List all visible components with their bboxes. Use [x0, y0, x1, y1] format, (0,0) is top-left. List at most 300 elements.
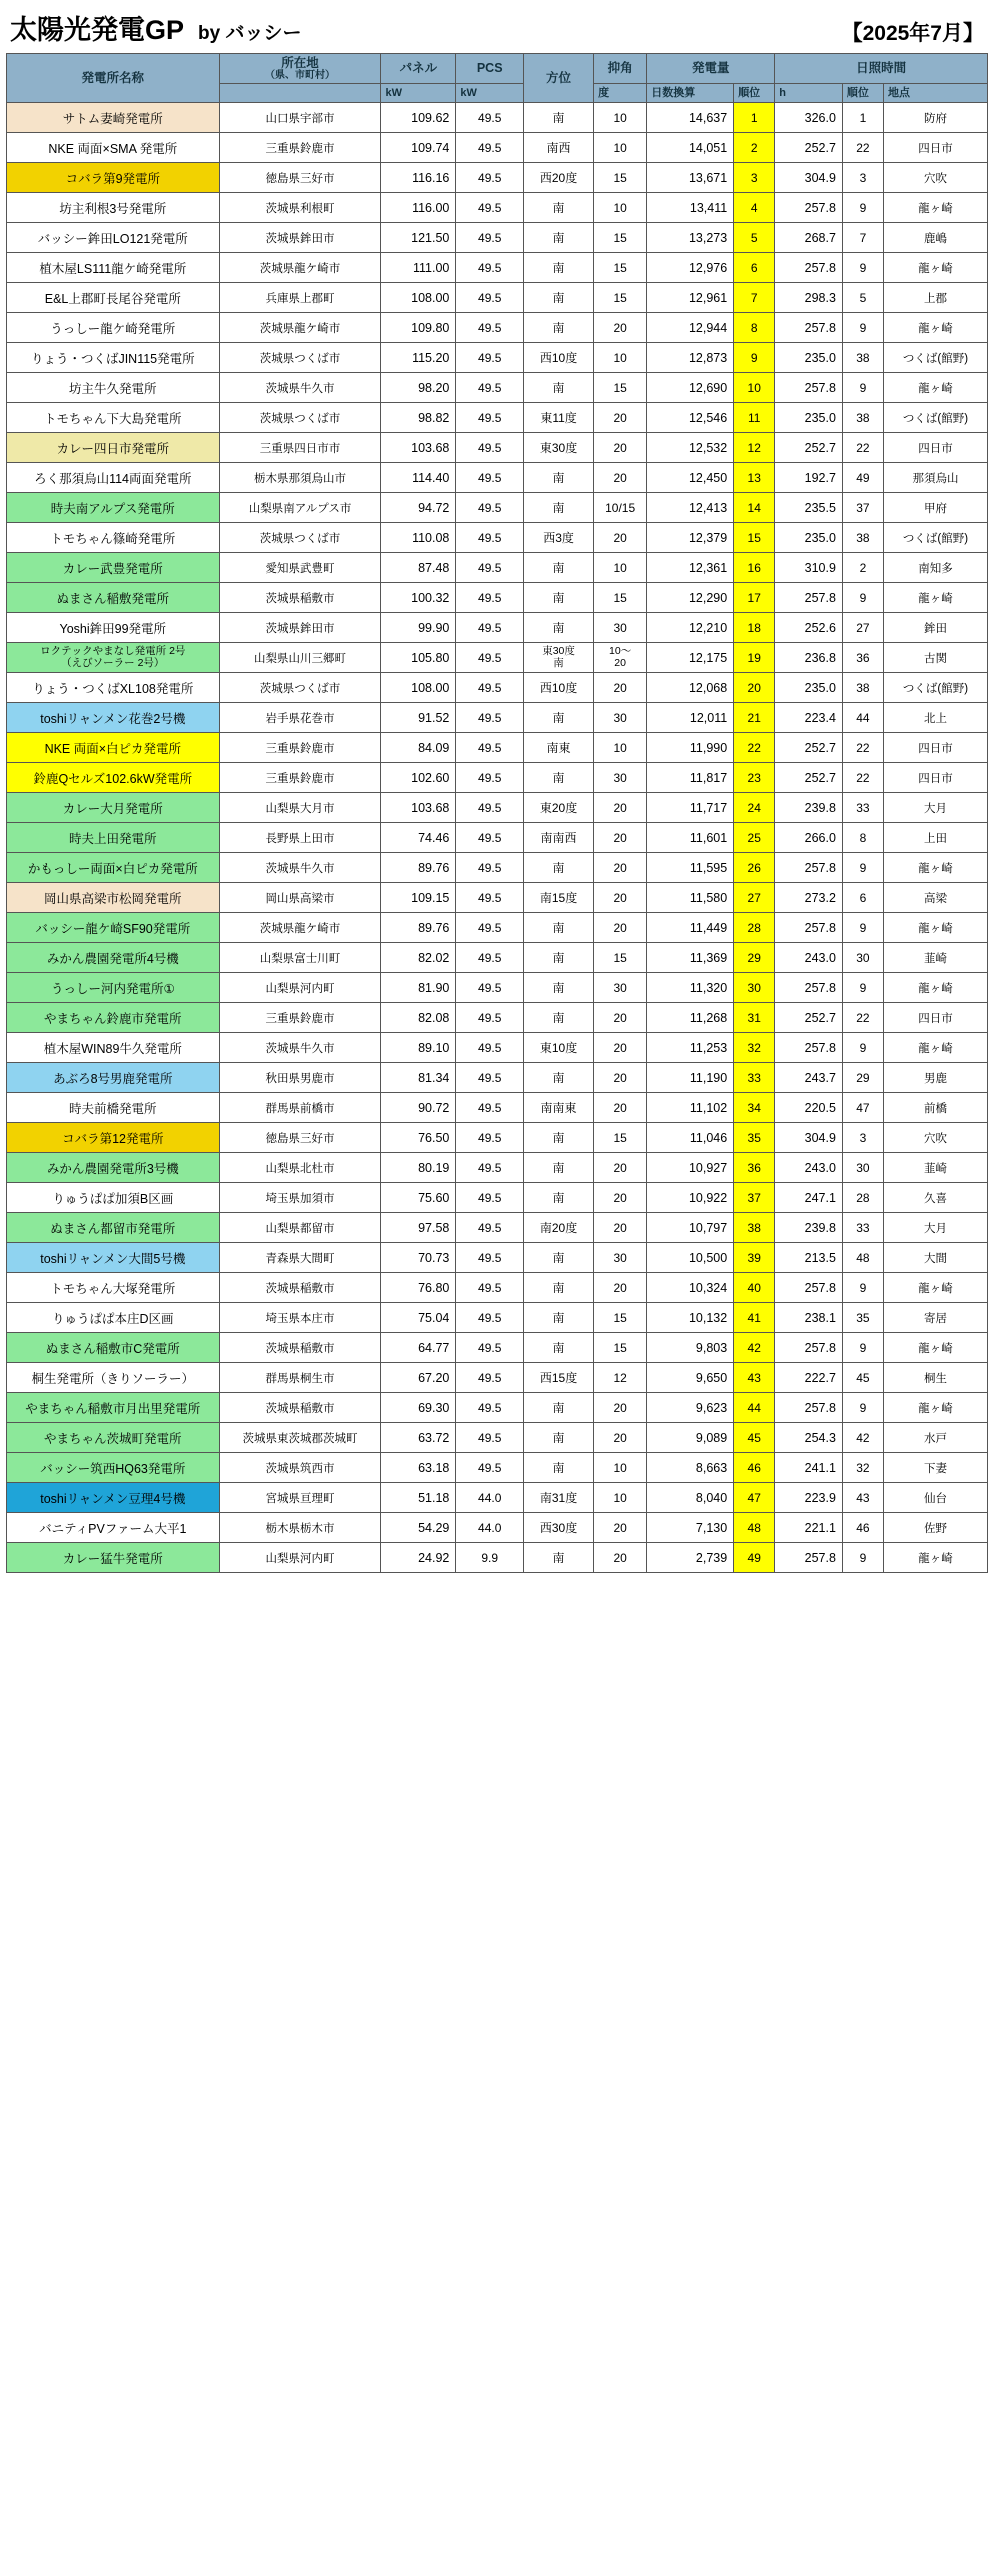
cell-panel-kw: 103.68: [381, 433, 456, 463]
cell-plant-name: りゅうぱぱ本庄D区画: [7, 1303, 220, 1333]
cell-tilt: 10～ 20: [594, 643, 647, 673]
cell-generation: 12,175: [647, 643, 734, 673]
cell-panel-kw: 76.80: [381, 1273, 456, 1303]
cell-panel-kw: 109.15: [381, 883, 456, 913]
cell-sunshine-rank: 22: [842, 1003, 883, 1033]
cell-generation-rank: 23: [734, 763, 775, 793]
table-row: [7, 1453, 988, 1483]
cell-pcs-kw: 49.5: [456, 613, 524, 643]
cell-sunshine-rank: 29: [842, 1063, 883, 1093]
cell-pcs-kw: 49.5: [456, 283, 524, 313]
cell-sunshine-rank: 22: [842, 433, 883, 463]
cell-tilt: 10: [594, 1453, 647, 1483]
table-row: [7, 1213, 988, 1243]
cell-generation-rank: 47: [734, 1483, 775, 1513]
cell-generation-rank: 12: [734, 433, 775, 463]
table-row: [7, 643, 988, 673]
cell-sunshine-place: 韮崎: [883, 943, 987, 973]
cell-plant-name: 桐生発電所（きりソーラー）: [7, 1363, 220, 1393]
cell-generation: 12,290: [647, 583, 734, 613]
cell-generation: 10,922: [647, 1183, 734, 1213]
cell-sunshine-rank: 30: [842, 1153, 883, 1183]
cell-plant-name: カレー大月発電所: [7, 793, 220, 823]
cell-pcs-kw: 49.5: [456, 373, 524, 403]
cell-sunshine-hours: 252.7: [775, 133, 843, 163]
cell-generation-rank: 40: [734, 1273, 775, 1303]
cell-sunshine-rank: 38: [842, 343, 883, 373]
cell-pcs-kw: 49.5: [456, 1243, 524, 1273]
cell-sunshine-hours: 310.9: [775, 553, 843, 583]
cell-sunshine-hours: 223.4: [775, 703, 843, 733]
cell-tilt: 20: [594, 1543, 647, 1573]
cell-generation: 11,595: [647, 853, 734, 883]
cell-location: 山梨県北杜市: [219, 1153, 381, 1183]
cell-direction: 東20度: [524, 793, 594, 823]
cell-plant-name: ろく那須烏山114両面発電所: [7, 463, 220, 493]
cell-tilt: 20: [594, 313, 647, 343]
table-row: [7, 1153, 988, 1183]
cell-sunshine-place: 大月: [883, 1213, 987, 1243]
cell-generation: 11,990: [647, 733, 734, 763]
cell-direction: 南: [524, 193, 594, 223]
cell-plant-name: ぬまさん都留市発電所: [7, 1213, 220, 1243]
cell-sunshine-hours: 257.8: [775, 1333, 843, 1363]
cell-tilt: 20: [594, 1423, 647, 1453]
cell-tilt: 20: [594, 853, 647, 883]
cell-location: 茨城県龍ケ崎市: [219, 913, 381, 943]
cell-sunshine-place: 龍ヶ崎: [883, 253, 987, 283]
cell-sunshine-hours: 213.5: [775, 1243, 843, 1273]
cell-location: 山梨県河内町: [219, 1543, 381, 1573]
col-pcs: PCS: [456, 54, 524, 84]
cell-tilt: 20: [594, 1063, 647, 1093]
cell-location: 山梨県南アルプス市: [219, 493, 381, 523]
cell-generation-rank: 41: [734, 1303, 775, 1333]
cell-generation-rank: 33: [734, 1063, 775, 1093]
cell-direction: 南31度: [524, 1483, 594, 1513]
cell-generation: 12,361: [647, 553, 734, 583]
cell-direction: 東30度: [524, 433, 594, 463]
cell-generation-rank: 32: [734, 1033, 775, 1063]
cell-pcs-kw: 49.5: [456, 973, 524, 1003]
cell-generation-rank: 22: [734, 733, 775, 763]
cell-plant-name: あぶろ8号男鹿発電所: [7, 1063, 220, 1093]
cell-sunshine-hours: 221.1: [775, 1513, 843, 1543]
cell-generation: 11,190: [647, 1063, 734, 1093]
cell-generation: 12,450: [647, 463, 734, 493]
cell-sunshine-rank: 27: [842, 613, 883, 643]
cell-sunshine-rank: 22: [842, 763, 883, 793]
cell-sunshine-place: 鹿嶋: [883, 223, 987, 253]
cell-direction: 南: [524, 1183, 594, 1213]
cell-direction: 南: [524, 253, 594, 283]
cell-direction: 南: [524, 223, 594, 253]
cell-location: 山口県宇部市: [219, 103, 381, 133]
cell-generation-rank: 15: [734, 523, 775, 553]
cell-tilt: 10/15: [594, 493, 647, 523]
cell-sunshine-place: つくば(館野): [883, 523, 987, 553]
cell-tilt: 20: [594, 523, 647, 553]
cell-sunshine-hours: 254.3: [775, 1423, 843, 1453]
cell-generation: 12,546: [647, 403, 734, 433]
cell-panel-kw: 90.72: [381, 1093, 456, 1123]
cell-direction: 南: [524, 613, 594, 643]
cell-location: 栃木県栃木市: [219, 1513, 381, 1543]
table-body: [7, 103, 988, 1573]
cell-panel-kw: 109.80: [381, 313, 456, 343]
cell-sunshine-rank: 2: [842, 553, 883, 583]
cell-panel-kw: 54.29: [381, 1513, 456, 1543]
table-row: [7, 283, 988, 313]
cell-pcs-kw: 9.9: [456, 1543, 524, 1573]
cell-generation-rank: 29: [734, 943, 775, 973]
table-row: [7, 133, 988, 163]
cell-direction: 南: [524, 313, 594, 343]
cell-plant-name: toshiリャンメン豆理4号機: [7, 1483, 220, 1513]
cell-plant-name: 時夫南アルプス発電所: [7, 493, 220, 523]
col-sunshine: 日照時間: [775, 54, 988, 84]
cell-generation: 11,320: [647, 973, 734, 1003]
cell-tilt: 30: [594, 973, 647, 1003]
cell-generation: 14,637: [647, 103, 734, 133]
cell-sunshine-place: 桐生: [883, 1363, 987, 1393]
cell-plant-name: E&L上郡町長尾谷発電所: [7, 283, 220, 313]
table-row: [7, 913, 988, 943]
table-row: [7, 1303, 988, 1333]
col-tilt-unit: 度: [594, 84, 647, 103]
cell-sunshine-rank: 35: [842, 1303, 883, 1333]
cell-generation: 8,663: [647, 1453, 734, 1483]
cell-sunshine-rank: 9: [842, 1543, 883, 1573]
cell-pcs-kw: 49.5: [456, 1213, 524, 1243]
cell-tilt: 15: [594, 163, 647, 193]
cell-plant-name: 岡山県高梁市松岡発電所: [7, 883, 220, 913]
cell-panel-kw: 98.82: [381, 403, 456, 433]
cell-pcs-kw: 49.5: [456, 1333, 524, 1363]
cell-plant-name: サトム妻崎発電所: [7, 103, 220, 133]
cell-plant-name: NKE 両面×白ピカ発電所: [7, 733, 220, 763]
cell-sunshine-rank: 9: [842, 1393, 883, 1423]
cell-pcs-kw: 49.5: [456, 1363, 524, 1393]
cell-sunshine-rank: 9: [842, 853, 883, 883]
cell-direction: 西10度: [524, 673, 594, 703]
cell-sunshine-hours: 243.0: [775, 943, 843, 973]
cell-tilt: 10: [594, 133, 647, 163]
cell-plant-name: 時夫上田発電所: [7, 823, 220, 853]
cell-generation: 12,413: [647, 493, 734, 523]
cell-generation: 12,976: [647, 253, 734, 283]
cell-pcs-kw: 49.5: [456, 553, 524, 583]
cell-direction: 西20度: [524, 163, 594, 193]
cell-generation: 12,011: [647, 703, 734, 733]
cell-pcs-kw: 49.5: [456, 883, 524, 913]
cell-tilt: 20: [594, 1093, 647, 1123]
cell-location: 茨城県龍ケ崎市: [219, 253, 381, 283]
cell-direction: 南: [524, 493, 594, 523]
cell-tilt: 10: [594, 103, 647, 133]
cell-location: 茨城県稲敷市: [219, 1393, 381, 1423]
cell-sunshine-rank: 38: [842, 523, 883, 553]
table-row: [7, 673, 988, 703]
cell-pcs-kw: 49.5: [456, 313, 524, 343]
table-row: [7, 703, 988, 733]
cell-location: 群馬県桐生市: [219, 1363, 381, 1393]
cell-panel-kw: 81.90: [381, 973, 456, 1003]
cell-sunshine-hours: 243.7: [775, 1063, 843, 1093]
cell-panel-kw: 109.62: [381, 103, 456, 133]
cell-plant-name: ロクテックやまなし発電所 2号 （えびソーラー 2号）: [7, 643, 220, 673]
cell-location: 茨城県稲敷市: [219, 1273, 381, 1303]
cell-pcs-kw: 49.5: [456, 1093, 524, 1123]
table-row: [7, 1273, 988, 1303]
cell-sunshine-hours: 257.8: [775, 913, 843, 943]
cell-sunshine-hours: 243.0: [775, 1153, 843, 1183]
cell-pcs-kw: 49.5: [456, 1183, 524, 1213]
table-row: [7, 1093, 988, 1123]
cell-tilt: 20: [594, 403, 647, 433]
cell-tilt: 20: [594, 1393, 647, 1423]
cell-pcs-kw: 49.5: [456, 193, 524, 223]
col-sunshine-place: 地点: [883, 84, 987, 103]
col-direction: 方位: [524, 54, 594, 103]
cell-sunshine-hours: 257.8: [775, 373, 843, 403]
cell-location: 茨城県牛久市: [219, 373, 381, 403]
table-row: [7, 103, 988, 133]
cell-tilt: 20: [594, 1273, 647, 1303]
table-row: [7, 253, 988, 283]
cell-direction: 南: [524, 1453, 594, 1483]
cell-panel-kw: 115.20: [381, 343, 456, 373]
cell-plant-name: 植木屋WIN89牛久発電所: [7, 1033, 220, 1063]
cell-panel-kw: 98.20: [381, 373, 456, 403]
cell-sunshine-hours: 257.8: [775, 253, 843, 283]
cell-direction: 南南東: [524, 1093, 594, 1123]
cell-tilt: 10: [594, 343, 647, 373]
cell-generation: 11,449: [647, 913, 734, 943]
cell-tilt: 12: [594, 1363, 647, 1393]
cell-plant-name: 坊主利根3号発電所: [7, 193, 220, 223]
cell-location: 茨城県稲敷市: [219, 1333, 381, 1363]
cell-sunshine-rank: 7: [842, 223, 883, 253]
cell-sunshine-rank: 43: [842, 1483, 883, 1513]
cell-sunshine-place: つくば(館野): [883, 403, 987, 433]
cell-pcs-kw: 49.5: [456, 133, 524, 163]
cell-sunshine-place: 那須烏山: [883, 463, 987, 493]
cell-sunshine-place: 穴吹: [883, 163, 987, 193]
cell-sunshine-rank: 22: [842, 133, 883, 163]
cell-sunshine-rank: 5: [842, 283, 883, 313]
cell-plant-name: やまちゃん茨城町発電所: [7, 1423, 220, 1453]
cell-sunshine-place: 龍ヶ崎: [883, 583, 987, 613]
cell-sunshine-rank: 33: [842, 793, 883, 823]
cell-generation: 11,717: [647, 793, 734, 823]
cell-sunshine-rank: 9: [842, 1273, 883, 1303]
table-row: [7, 1243, 988, 1273]
cell-sunshine-place: つくば(館野): [883, 673, 987, 703]
cell-generation: 8,040: [647, 1483, 734, 1513]
cell-panel-kw: 102.60: [381, 763, 456, 793]
title-group: [10, 8, 301, 47]
cell-sunshine-rank: 32: [842, 1453, 883, 1483]
cell-pcs-kw: 49.5: [456, 703, 524, 733]
cell-location: 三重県四日市市: [219, 433, 381, 463]
cell-generation-rank: 17: [734, 583, 775, 613]
cell-tilt: 15: [594, 1333, 647, 1363]
cell-panel-kw: 110.08: [381, 523, 456, 553]
cell-sunshine-place: 龍ヶ崎: [883, 1543, 987, 1573]
cell-panel-kw: 81.34: [381, 1063, 456, 1093]
cell-location: 茨城県筑西市: [219, 1453, 381, 1483]
cell-location: 山梨県都留市: [219, 1213, 381, 1243]
cell-sunshine-place: 佐野: [883, 1513, 987, 1543]
cell-pcs-kw: 49.5: [456, 433, 524, 463]
cell-sunshine-hours: 257.8: [775, 1543, 843, 1573]
cell-tilt: 10: [594, 1483, 647, 1513]
cell-sunshine-rank: 1: [842, 103, 883, 133]
cell-direction: 南20度: [524, 1213, 594, 1243]
table-row: [7, 403, 988, 433]
cell-sunshine-rank: 9: [842, 973, 883, 1003]
cell-direction: 南: [524, 1273, 594, 1303]
cell-pcs-kw: 44.0: [456, 1483, 524, 1513]
cell-generation: 11,369: [647, 943, 734, 973]
table-header: [7, 54, 988, 103]
cell-generation-rank: 7: [734, 283, 775, 313]
cell-direction: 東11度: [524, 403, 594, 433]
cell-panel-kw: 63.18: [381, 1453, 456, 1483]
cell-sunshine-place: 龍ヶ崎: [883, 853, 987, 883]
cell-direction: 南: [524, 973, 594, 1003]
cell-sunshine-place: 龍ヶ崎: [883, 1273, 987, 1303]
cell-location: 茨城県牛久市: [219, 1033, 381, 1063]
page-header: [6, 6, 988, 53]
table-row: [7, 193, 988, 223]
cell-sunshine-place: 穴吹: [883, 1123, 987, 1153]
cell-location: 山梨県河内町: [219, 973, 381, 1003]
cell-generation: 14,051: [647, 133, 734, 163]
cell-tilt: 30: [594, 1243, 647, 1273]
cell-location: 三重県鈴鹿市: [219, 133, 381, 163]
cell-plant-name: バッシー鉾田LO121発電所: [7, 223, 220, 253]
cell-sunshine-place: 北上: [883, 703, 987, 733]
cell-location: 青森県大間町: [219, 1243, 381, 1273]
cell-panel-kw: 82.08: [381, 1003, 456, 1033]
cell-generation: 12,873: [647, 343, 734, 373]
cell-direction: 南: [524, 373, 594, 403]
cell-tilt: 20: [594, 673, 647, 703]
cell-sunshine-place: 寄居: [883, 1303, 987, 1333]
cell-generation-rank: 31: [734, 1003, 775, 1033]
cell-sunshine-place: 上田: [883, 823, 987, 853]
cell-sunshine-place: 男鹿: [883, 1063, 987, 1093]
cell-sunshine-rank: 47: [842, 1093, 883, 1123]
cell-sunshine-rank: 3: [842, 1123, 883, 1153]
cell-location: 三重県鈴鹿市: [219, 733, 381, 763]
cell-sunshine-rank: 38: [842, 673, 883, 703]
cell-location: 埼玉県本庄市: [219, 1303, 381, 1333]
cell-sunshine-hours: 304.9: [775, 1123, 843, 1153]
cell-generation: 10,324: [647, 1273, 734, 1303]
cell-pcs-kw: 49.5: [456, 463, 524, 493]
cell-sunshine-place: 高梁: [883, 883, 987, 913]
cell-direction: 南: [524, 103, 594, 133]
cell-sunshine-place: 久喜: [883, 1183, 987, 1213]
cell-sunshine-hours: 252.7: [775, 763, 843, 793]
cell-generation-rank: 27: [734, 883, 775, 913]
cell-location: 茨城県つくば市: [219, 673, 381, 703]
cell-pcs-kw: 49.5: [456, 223, 524, 253]
cell-sunshine-place: 韮崎: [883, 1153, 987, 1183]
cell-sunshine-hours: 257.8: [775, 313, 843, 343]
table-row: [7, 733, 988, 763]
cell-pcs-kw: 49.5: [456, 583, 524, 613]
cell-sunshine-hours: 273.2: [775, 883, 843, 913]
cell-panel-kw: 76.50: [381, 1123, 456, 1153]
table-row: [7, 973, 988, 1003]
cell-sunshine-place: 四日市: [883, 763, 987, 793]
cell-pcs-kw: 49.5: [456, 1393, 524, 1423]
cell-plant-name: うっしー河内発電所①: [7, 973, 220, 1003]
cell-sunshine-place: 龍ヶ崎: [883, 193, 987, 223]
cell-sunshine-rank: 3: [842, 163, 883, 193]
cell-sunshine-hours: 239.8: [775, 793, 843, 823]
cell-plant-name: カレー武豊発電所: [7, 553, 220, 583]
cell-sunshine-hours: 257.8: [775, 1393, 843, 1423]
cell-panel-kw: 94.72: [381, 493, 456, 523]
cell-generation: 10,132: [647, 1303, 734, 1333]
cell-tilt: 10: [594, 553, 647, 583]
cell-plant-name: ぬまさん稲敷発電所: [7, 583, 220, 613]
cell-generation-rank: 16: [734, 553, 775, 583]
cell-sunshine-hours: 235.0: [775, 403, 843, 433]
cell-direction: 南: [524, 1123, 594, 1153]
cell-generation-rank: 48: [734, 1513, 775, 1543]
cell-location: 宮城県亘理町: [219, 1483, 381, 1513]
cell-generation: 9,089: [647, 1423, 734, 1453]
cell-direction: 南: [524, 1543, 594, 1573]
cell-generation: 11,601: [647, 823, 734, 853]
cell-tilt: 20: [594, 883, 647, 913]
cell-panel-kw: 87.48: [381, 553, 456, 583]
table-row: [7, 823, 988, 853]
cell-pcs-kw: 49.5: [456, 643, 524, 673]
cell-panel-kw: 99.90: [381, 613, 456, 643]
cell-sunshine-hours: 326.0: [775, 103, 843, 133]
cell-plant-name: かもっしー両面×白ピカ発電所: [7, 853, 220, 883]
col-generation: 発電量: [647, 54, 775, 84]
cell-sunshine-place: 龍ヶ崎: [883, 313, 987, 343]
cell-tilt: 20: [594, 913, 647, 943]
cell-plant-name: りゅうぱぱ加須B区画: [7, 1183, 220, 1213]
cell-pcs-kw: 44.0: [456, 1513, 524, 1543]
cell-panel-kw: 64.77: [381, 1333, 456, 1363]
cell-plant-name: カレー四日市発電所: [7, 433, 220, 463]
author-credit: by バッシー: [198, 23, 302, 44]
cell-generation-rank: 26: [734, 853, 775, 883]
col-plant-name: 発電所名称: [7, 54, 220, 103]
cell-location: 茨城県鉾田市: [219, 613, 381, 643]
cell-sunshine-place: 仙台: [883, 1483, 987, 1513]
cell-generation-rank: 2: [734, 133, 775, 163]
cell-sunshine-rank: 46: [842, 1513, 883, 1543]
cell-location: 茨城県つくば市: [219, 343, 381, 373]
table-row: [7, 1183, 988, 1213]
cell-pcs-kw: 49.5: [456, 1423, 524, 1453]
cell-sunshine-rank: 28: [842, 1183, 883, 1213]
cell-sunshine-place: 下妻: [883, 1453, 987, 1483]
cell-tilt: 15: [594, 283, 647, 313]
cell-tilt: 20: [594, 1513, 647, 1543]
